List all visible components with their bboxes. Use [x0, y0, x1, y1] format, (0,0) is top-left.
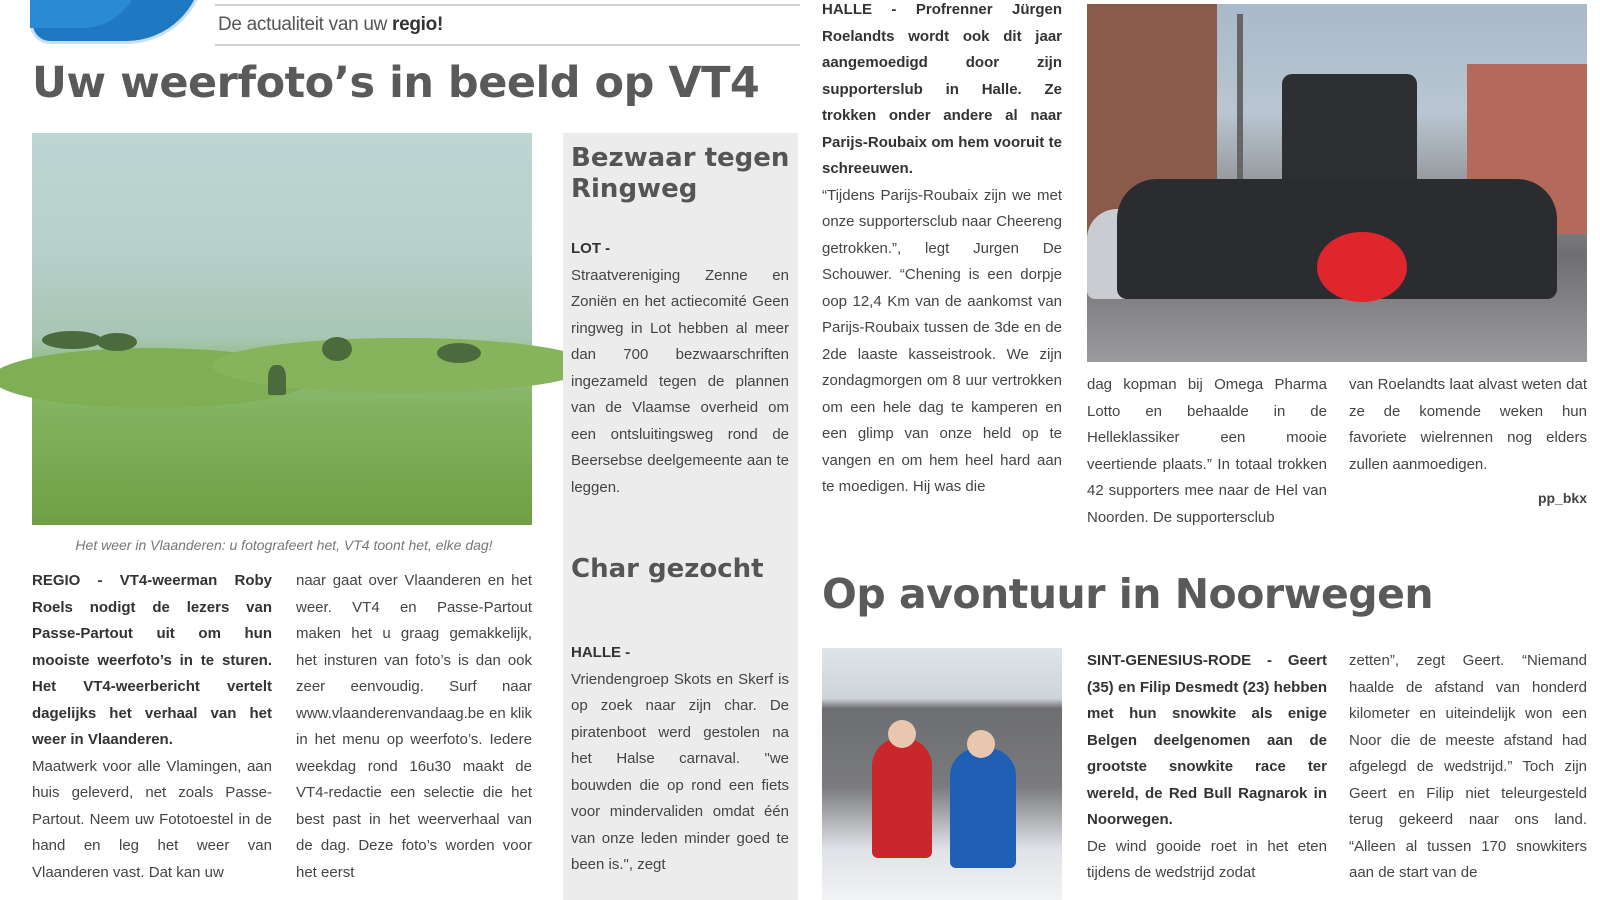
article2-column3 [1349, 372, 1587, 478]
article3-headline: Op avontuur in Noorwegen [822, 570, 1434, 618]
sidebar-story1 [571, 236, 789, 501]
sidebar-story1-title: Bezwaar tegen Ringweg [571, 143, 790, 204]
sidebar-story2-title: Char gezocht [571, 554, 764, 584]
photo-face [967, 730, 995, 758]
tagline-rule-top [215, 4, 800, 6]
masthead-tagline [218, 14, 443, 36]
article3-body2: zetten”, zegt Geert. “Niemand haalde de afstand van honderd kilometer en uiteindelijk won een Noor die de meeste afstand had afgelegd de wedstrijd.” Toch zijn Geert en Filip niet teleurgesteld terug gekeerd naar ons land. “Alleen al tussen 170 snowkiters aan de start van de [1349, 652, 1587, 881]
article2-body2: dag kopman bij Omega Pharma Lotto en behaalde in de Helleklassiker een mooie veertiende plaats.” In totaal trokken 42 supporters mee naar de Hel van Noorden. De supportersclub [1087, 376, 1327, 526]
snowkite-photo [822, 648, 1062, 900]
photo-tree [322, 337, 352, 361]
photo-person-blue [950, 748, 1016, 868]
article1-body2: naar gaat over Vlaanderen en het weer. VT4 en Passe-Partout maken het u graag gemakkelijk, het insturen van foto’s is dan ook zeer eenvoudig. Surf naar www.vlaanderenvandaag.be en klik in het menu op weerfoto’s. Iedere weekdag rond 16u30 maakt de VT4-redactie een selectie die het best past in het weerverhaal van de dag. Deze foto’s worden voor het eerst [296, 572, 532, 881]
article1-column1 [32, 568, 272, 886]
photo-treeline [42, 331, 102, 349]
sidebar-story1-body: Straatvereniging Zenne en Zoniën en het actiecomité Geen ringweg in Lot hebben al meer dan 700 bezwaarschriften ingezameld tegen de plannen van de Vlaamse overheid om een ontsluitingsweg rond de Beersebse deelgemeente aan te leggen. [571, 266, 789, 496]
weather-photo [32, 133, 532, 525]
sidebar-story2-body: Vriendengroep Skots en Skerf is op zoek naar zijn char. De piratenboot werd gestolen na het Halse carnaval. "we bouwden die op rond een fiets voor mindervaliden omdat één van onze leden minder goed te been is.", zegt [571, 670, 789, 873]
article3-lead: SINT-GENESIUS-RODE - Geert (35) en Filip Desmedt (23) hebben met hun snowkite als enige Belgen deelgenomen aan de grootste snowkite race ter wereld, de Red Bull Ragnarok in Noorwegen. [1087, 652, 1327, 828]
photo-tree [97, 333, 137, 351]
tagline-bold: regio! [392, 14, 443, 35]
article1-body1: Maatwerk voor alle Vlamingen, aan huis geleverd, net zoals Passe-Partout. Neem uw Fototoestel in de hand en leg het weer van Vlaanderen vast. Dat kan uw [32, 757, 272, 881]
article2-column2 [1087, 372, 1327, 531]
photo-face [888, 720, 916, 748]
article1-headline: Uw weerfoto’s in beeld op VT4 [32, 58, 760, 108]
article1-column2 [296, 568, 532, 886]
supporters-photo [1087, 4, 1587, 362]
photo-caption: Het weer in Vlaanderen: u fotografeert het, VT4 toont het, elke dag! [75, 537, 493, 553]
article2-lead: HALLE - Profrenner Jürgen Roelandts wordt ook dit jaar aangemoedigd door zijn supporterslub in Halle. Ze trokken onder andere al naar Parijs-Roubaix om hem vooruit te schreeuwen. [822, 1, 1062, 177]
article2-column1 [822, 0, 1062, 501]
article3-column2 [1349, 648, 1587, 887]
article2-body3: van Roelandts laat alvast weten dat ze de komende weken hun favoriete wielrennen nog elders zullen aanmoedigen. [1349, 376, 1587, 473]
photo-person-red [872, 738, 932, 858]
tagline-prefix: De actualiteit van uw [218, 14, 388, 35]
sidebar-story1-dateline: LOT - [571, 240, 611, 257]
article2-signature: pp_bkx [1537, 490, 1587, 506]
article2-body1: “Tijdens Parijs-Roubaix zijn we met onze supportersclub naar Cheereng getrokken.”, legt Jurgen De Schouwer. “Chening is een dorpje oop 12,4 Km van de aankomst van Parijs-Roubaix tussen de 3de en de 2de laaste kasseistrook. We zijn zondagmorgen om 8 uur vertrokken om een hele dag te kamperen en een glimp van onze held op te vangen en om hem heel hard aan te moedigen. Hij was die [822, 186, 1062, 495]
sidebar-story2 [571, 640, 789, 879]
article3-column1 [1087, 648, 1327, 887]
article1-lead: REGIO - VT4-weerman Roby Roels nodigt de lezers van Passe-Partout uit om hun mooiste weerfoto’s in te sturen. Het VT4-weerbericht vertelt dagelijks het verhaal van het weer in Vlaanderen. [32, 572, 272, 748]
photo-tree [437, 343, 481, 363]
photo-tree [268, 365, 286, 395]
sidebar-story2-dateline: HALLE - [571, 644, 631, 661]
photo-red-balloon [1317, 232, 1407, 302]
article3-body1: De wind gooide roet in het eten tijdens de wedstrijd zodat [1087, 837, 1327, 881]
tagline-rule-bottom [215, 44, 800, 46]
